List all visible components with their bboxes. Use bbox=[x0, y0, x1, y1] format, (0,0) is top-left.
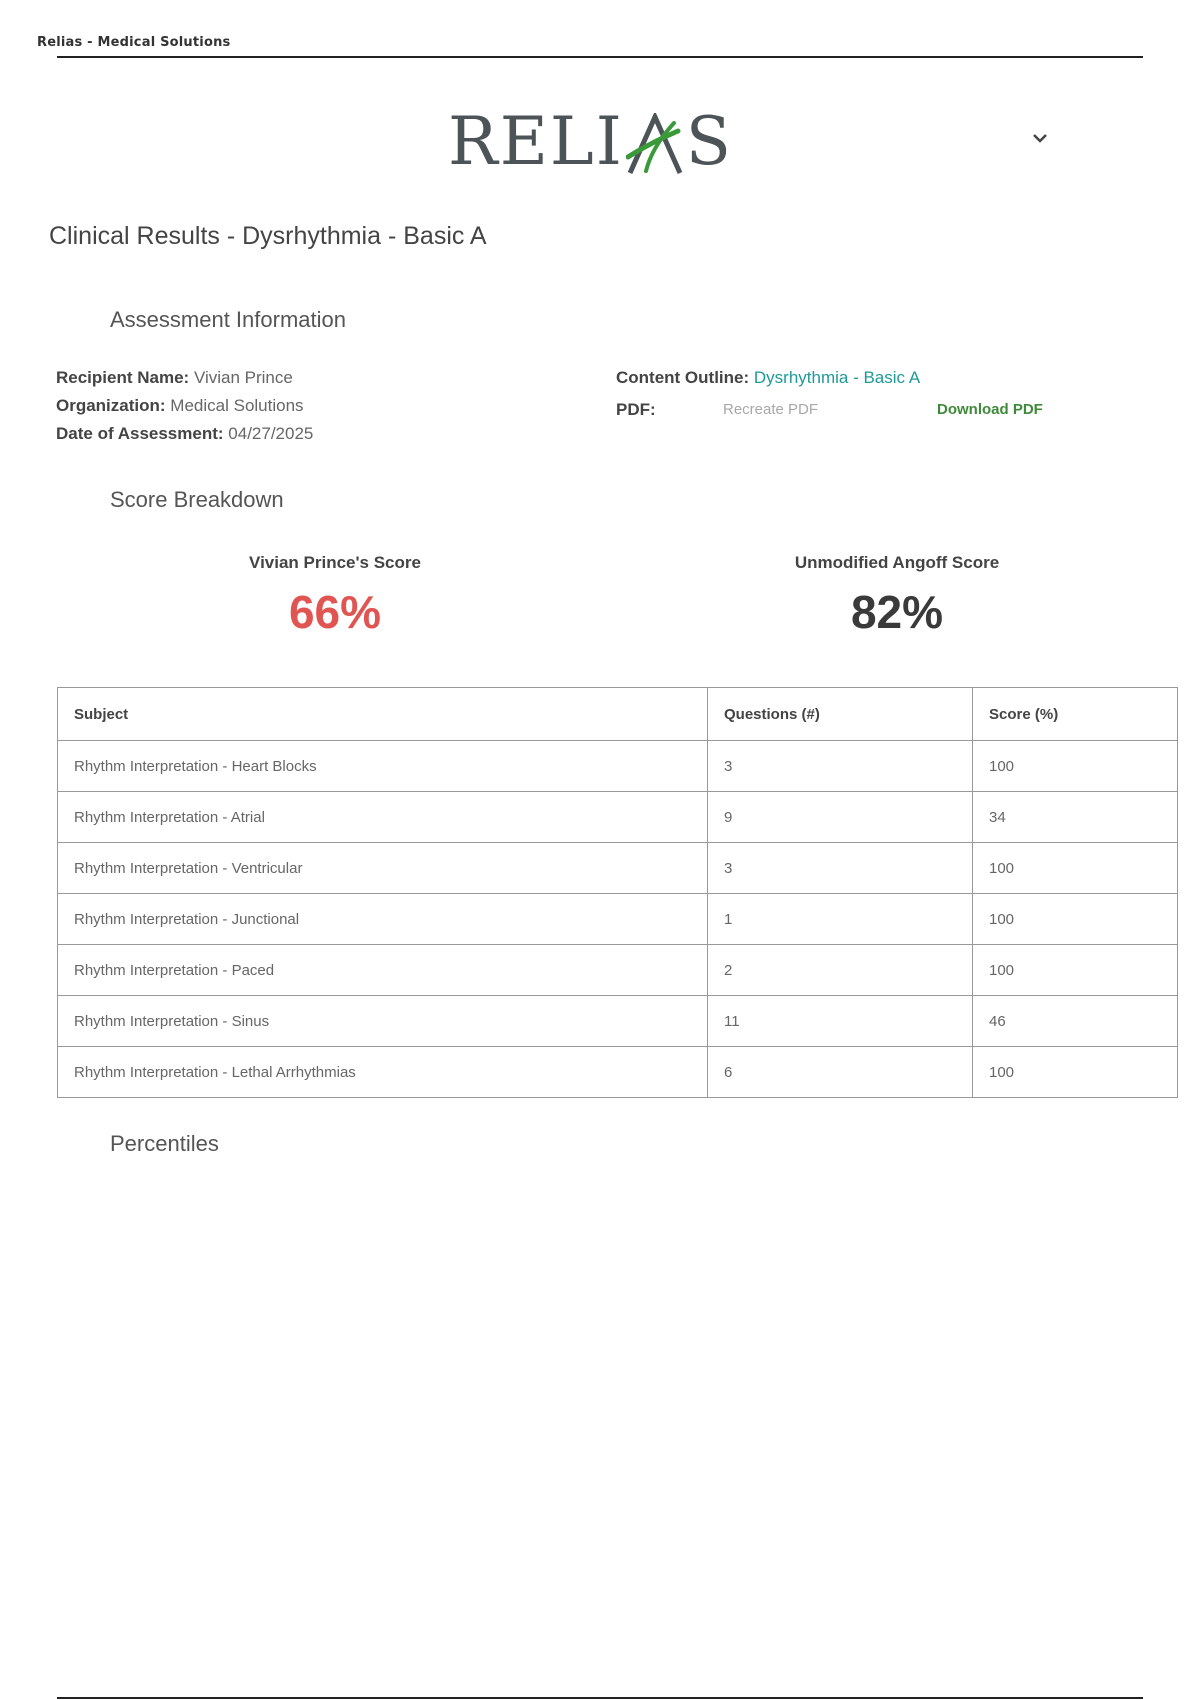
pdf-label: PDF: bbox=[616, 400, 656, 419]
organization-row bbox=[56, 396, 304, 416]
score-cell: 100 bbox=[973, 741, 1178, 792]
header-subject: Subject bbox=[58, 688, 708, 741]
score-cell: 34 bbox=[973, 792, 1178, 843]
user-score-value: 66% bbox=[288, 586, 382, 638]
header-divider bbox=[57, 56, 1143, 58]
pdf-row bbox=[616, 400, 656, 420]
recipient-name-row bbox=[56, 368, 293, 388]
header-questions: Questions (#) bbox=[708, 688, 973, 741]
date-value: 04/27/2025 bbox=[228, 424, 314, 443]
footer-divider bbox=[57, 1697, 1143, 1699]
date-row bbox=[56, 424, 313, 444]
logo-text-suffix: S bbox=[685, 103, 733, 180]
table-row bbox=[58, 1047, 1178, 1098]
angoff-score-label: Unmodified Angoff Score bbox=[794, 553, 1000, 572]
page-title: Clinical Results - Dysrhythmia - Basic A bbox=[49, 222, 487, 250]
table-header-row bbox=[58, 688, 1178, 741]
date-label: Date of Assessment: bbox=[56, 424, 224, 443]
recreate-pdf-link[interactable]: Recreate PDF bbox=[723, 401, 819, 418]
organization-value: Medical Solutions bbox=[170, 396, 304, 415]
score-cell: 100 bbox=[973, 945, 1178, 996]
table-row bbox=[58, 741, 1178, 792]
score-cell: 100 bbox=[973, 843, 1178, 894]
logo-text-prefix: RELI bbox=[448, 103, 624, 180]
content-outline-label: Content Outline: bbox=[616, 368, 750, 387]
assessment-section-title: Assessment Information bbox=[110, 307, 346, 332]
user-score-label: Vivian Prince's Score bbox=[249, 553, 421, 572]
subject-cell: Rhythm Interpretation - Paced bbox=[58, 945, 708, 996]
organization-label: Organization: bbox=[56, 396, 166, 415]
angoff-score-value: 82% bbox=[850, 586, 944, 638]
subject-cell: Rhythm Interpretation - Ventricular bbox=[58, 843, 708, 894]
questions-cell: 6 bbox=[708, 1047, 973, 1098]
results-table bbox=[57, 687, 1178, 1098]
percentiles-section-title: Percentiles bbox=[110, 1131, 219, 1156]
table-row bbox=[58, 945, 1178, 996]
questions-cell: 3 bbox=[708, 843, 973, 894]
recipient-value: Vivian Prince bbox=[193, 368, 293, 387]
angoff-score-block bbox=[697, 553, 1097, 639]
relias-logo bbox=[448, 103, 733, 180]
content-outline-row bbox=[616, 368, 920, 388]
table-row bbox=[58, 894, 1178, 945]
score-cell: 100 bbox=[973, 894, 1178, 945]
chevron-down-icon[interactable] bbox=[1030, 128, 1050, 148]
questions-cell: 11 bbox=[708, 996, 973, 1047]
subject-cell: Rhythm Interpretation - Lethal Arrhythmias bbox=[58, 1047, 708, 1098]
running-header: Relias - Medical Solutions bbox=[37, 35, 231, 50]
logo-a-mark bbox=[626, 113, 684, 175]
download-pdf-link[interactable]: Download PDF bbox=[937, 401, 1043, 418]
score-cell: 100 bbox=[973, 1047, 1178, 1098]
subject-cell: Rhythm Interpretation - Sinus bbox=[58, 996, 708, 1047]
header-score: Score (%) bbox=[973, 688, 1178, 741]
user-score-block bbox=[135, 553, 535, 639]
questions-cell: 9 bbox=[708, 792, 973, 843]
subject-cell: Rhythm Interpretation - Atrial bbox=[58, 792, 708, 843]
table-row bbox=[58, 996, 1178, 1047]
recipient-label: Recipient Name: bbox=[56, 368, 190, 387]
score-cell: 46 bbox=[973, 996, 1178, 1047]
subject-cell: Rhythm Interpretation - Heart Blocks bbox=[58, 741, 708, 792]
content-outline-link[interactable]: Dysrhythmia - Basic A bbox=[753, 368, 921, 387]
score-section-title: Score Breakdown bbox=[110, 487, 284, 512]
table-row bbox=[58, 792, 1178, 843]
questions-cell: 1 bbox=[708, 894, 973, 945]
subject-cell: Rhythm Interpretation - Junctional bbox=[58, 894, 708, 945]
questions-cell: 3 bbox=[708, 741, 973, 792]
table-row bbox=[58, 843, 1178, 894]
questions-cell: 2 bbox=[708, 945, 973, 996]
